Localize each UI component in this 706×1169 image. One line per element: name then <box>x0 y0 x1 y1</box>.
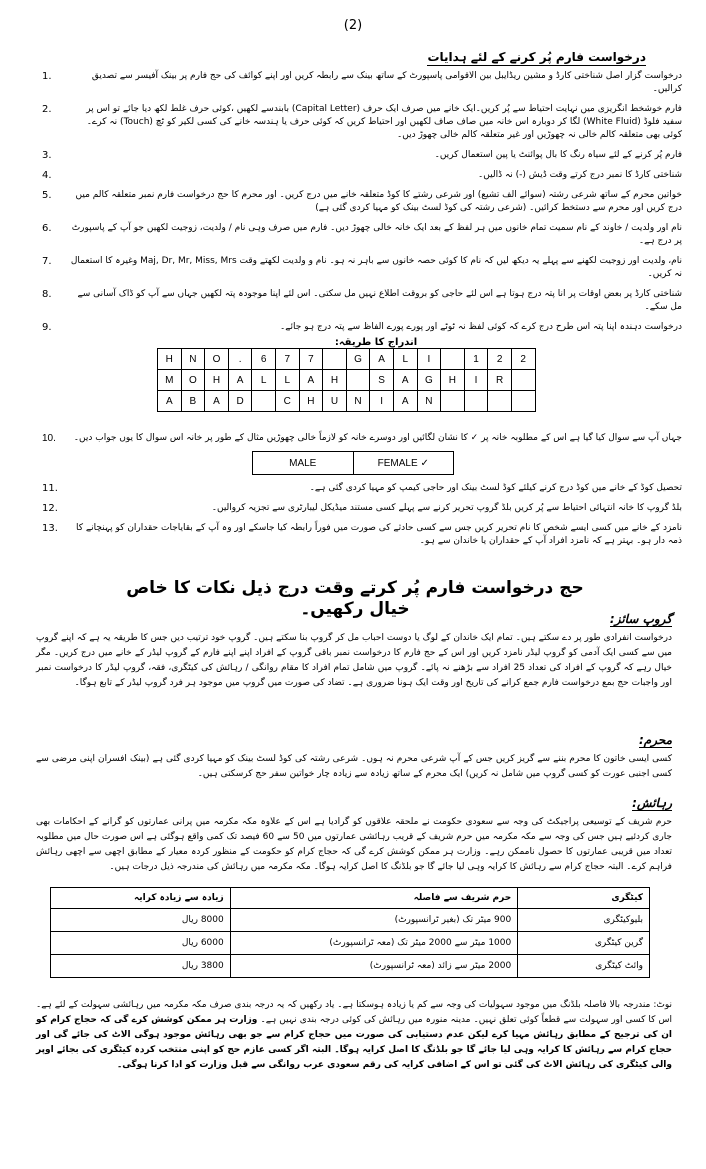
grid-cell: H <box>441 370 465 391</box>
instructions-heading-text: درخواست فارم پُر کرنے کے لئے ہدایات <box>427 50 646 64</box>
grid-cell: H <box>299 391 323 412</box>
instruction-item <box>42 321 682 349</box>
grid-row <box>158 391 536 412</box>
instruction-item <box>42 70 682 96</box>
instruction-item <box>42 149 682 162</box>
instruction-item <box>42 169 682 182</box>
item-text: درخواست دہندہ اپنا پتہ اس طرح درج کرے کہ کوئی لفظ نہ ٹوٹے اور پورے پورے الفاظ سے پتہ درج ہو جائے۔ <box>280 322 682 332</box>
grid-cell <box>346 370 370 391</box>
group-size-section <box>36 612 672 691</box>
item-text: درخواست گزار اصل شناختی کارڈ و مشین ریڈایبل بین الاقوامی پاسپورٹ کے ساتھ بینک سے رابطہ کریں اور اپنے کوائف کی حج فارم پر بینک آفیسر سے تصدیق کرالیں۔ <box>91 71 682 94</box>
grid-cell: O <box>181 370 205 391</box>
example-label: اندراج کا طریقہ: <box>334 337 418 348</box>
grid-cell: R <box>488 370 512 391</box>
cell-rent: 8000 ریال <box>51 909 231 932</box>
item-number: 6. <box>42 223 52 234</box>
grid-cell: 1 <box>464 349 488 370</box>
instruction-item <box>42 189 682 215</box>
grid-cell: A <box>370 349 394 370</box>
grid-cell: G <box>346 349 370 370</box>
grid-cell: 2 <box>488 349 512 370</box>
item-text: بلڈ گروپ کا خانہ انتہائی احتیاط سے پُر کریں بلڈ گروپ تحریر کرنے سے پہلے کسی مستند میڈیکل لیبارٹری سے تجزیہ کروالیں۔ <box>211 503 682 513</box>
grid-cell <box>511 391 535 412</box>
section-title-text: رہائش: <box>632 796 672 810</box>
item-number: 4. <box>42 170 52 181</box>
section-text: کسی ایسی خاتون کا محرم بننے سے گریز کریں جس کے آپ شرعی محرم نہ ہوں۔ شرعی رشتہ کی کوڈ لسٹ بینک کو مہیا کردی گئی ہے (بینک افسران اپنی مرضی سے کسی اجنبی عورت کو کسی گروپ میں شامل نہ کریں) ایک محرم کے ساتھ زیادہ سے زیادہ چار خواتین سفر حج کرسکتی ہیں۔ <box>36 754 672 779</box>
item-number: 11. <box>42 483 58 494</box>
item-number: 5. <box>42 190 52 201</box>
instructions-list <box>42 70 682 356</box>
grid-cell <box>441 391 465 412</box>
grid-cell: H <box>158 349 182 370</box>
category-table <box>50 887 650 978</box>
instruction-item <box>42 222 682 248</box>
section-text: درخواست انفرادی طور پر دے سکتے ہیں۔ تمام ایک خاندان کے لوگ یا دوست احباب مل کر گروپ بنا سکتے ہیں۔ گروپ خود ترتیب دیں جس کا طریقہ یہ ہے کہ اپنے گروپ میں سے کسی ایک آدمی کو گروپ لیڈر نامزد کریں اور اس کے حج فارم کا درخواست نمبر باقی گروپ کے افراد اپنے اپنے فارم کے گروپ لیڈر کے خانے میں درج کریں۔ مگر خیال رہے کہ گروپ کے افراد کی تعداد 25 افراد سے بڑھنے نہ پائے۔ گروپ میں شامل تمام افراد کا مقام روانگی / رہائش کی کیٹگری، فقہ، گروپ لیڈر کا درخواست نمبر اور واجبات حج بمع درخواست فارم جمع کرانے کی تاریخ اور وقت ایک ہونا ضروری ہے۔ تضاد کی صورت میں گروپ میں موجود ہر فرد گروپ لیڈر کے تابع ہوگا۔ <box>36 633 672 688</box>
header-distance: حرم شریف سے فاصلہ <box>230 888 518 909</box>
grid-row <box>158 370 536 391</box>
grid-cell <box>441 349 465 370</box>
item-number: 2. <box>42 104 52 115</box>
mahram-section <box>36 733 672 782</box>
item-text: فارم پُر کرنے کے لئے سیاہ رنگ کا بال پوائنٹ یا پین استعمال کریں۔ <box>434 150 682 160</box>
instruction-item <box>42 288 682 314</box>
grid-cell: C <box>275 391 299 412</box>
instruction-item-10 <box>42 432 682 445</box>
table-header-row <box>51 888 650 909</box>
item-text: شناختی کارڈ پر بعض اوقات پر انا پتہ درج ہوتا ہے اس لئے حاجی کو بروقت اطلاع نہیں مل سکتی۔ اس لئے اپنا موجودہ پتہ لکھیں جہاں سے آپ کو ڈاک آسانی سے مل سکے۔ <box>77 289 682 312</box>
grid-cell: 7 <box>299 349 323 370</box>
grid-cell: I <box>464 370 488 391</box>
item-text: جہاں آپ سے سوال کیا گیا ہے اس کے مطلوبہ خانہ پر ✓ کا نشان لگائیں اور دوسرے خانہ کو لازماً خالی چھوڑیں مثال کے طور پر خانہ اس سوال کا یوں جواب دیں۔ <box>73 433 682 443</box>
table-row <box>51 955 650 978</box>
grid-cell: D <box>228 391 252 412</box>
grid-cell: I <box>417 349 441 370</box>
item-text: فارم خوشخط انگریزی میں نہایت احتیاط سے پُر کریں۔ایک خانے میں صرف ایک حرف (Capital Letter) بابندسے لکھیں ،کوئی حرف غلط لکھ دیا جائے تو اس پر سفید فلوڈ (White Fluid) لگا کر دوبارہ اس خانہ میں صاف صاف لکھیں اور احتیاط کریں کہ کوئی حرف یا ہندسہ خانے کی کسی لکیر کو ٹچ (Touch) نہ کرے۔ کوئی بھی متعلقہ کالم خالی نہ چھوڑیں اور غیر متعلقہ کالم خالی چھوڑ دیں۔ <box>86 104 682 140</box>
grid-cell: H <box>205 370 229 391</box>
table-row <box>51 932 650 955</box>
instruction-item <box>42 522 682 548</box>
instruction-item <box>42 482 682 495</box>
grid-cell <box>488 391 512 412</box>
grid-cell: M <box>158 370 182 391</box>
item-text: نامزد کے خانے میں کسی ایسے شخص کا نام تحریر کریں جس سے کسی حادثے کی صورت میں فوراً رابطہ کیا جاسکے اور وہ آپ کے بقایاجات حقداران کو پہنچانے کا ذمہ دار ہو۔ بہتر ہے کہ نامزد افراد آپ کے حقداران یا خاندان سے ہو۔ <box>75 523 682 546</box>
grid-cell: A <box>393 370 417 391</box>
page-number: (2) <box>343 18 363 33</box>
grid-cell: S <box>370 370 394 391</box>
note-text: نوٹ: مندرجہ بالا فاصلہ بلڈنگ میں موجود سہولیات کی وجہ سے کم یا زیادہ ہوسکتا ہے۔ یاد رکھیں کہ یہ درجہ بندی صرف مکہ مکرمہ میں رہائشی سہولت کے لئے ہے۔ اس کا کسی اور سہولت سے قطعاً کوئی تعلق نہیں۔ مدینہ منورہ میں رہائش کی کوئی درجہ بندی نہیں ہے۔ <box>36 1000 672 1025</box>
grid-cell: A <box>205 391 229 412</box>
grid-cell: L <box>252 370 276 391</box>
header-category: کیٹگری <box>518 888 650 909</box>
grid-cell: O <box>205 349 229 370</box>
grid-cell: A <box>299 370 323 391</box>
grid-cell: N <box>181 349 205 370</box>
section-title <box>36 612 672 626</box>
grid-cell: 2 <box>511 349 535 370</box>
section-text: حرم شریف کے توسیعی پراجیکٹ کی وجہ سے سعودی حکومت نے ملحقہ علاقوں کو گرادیا ہے اس کے علاوہ مکہ مکرمہ میں پرانی عمارتوں کو گرانے کے احکامات بھی جاری کردئیے ہیں جس کی وجہ سے مکہ مکرمہ میں حرم شریف کے قریب رہائشی عمارتوں میں 50 سے 60 فیصد تک کمی واقع ہوگئی ہے اس صورت حال میں مطلوبہ تعداد میں قریبی عمارتوں کا حصول ناممکن رہے۔ وزارت ہر ممکن کوشش کرے گی کہ حجاج کرام کو حکومت کے منظور کردہ معیار کے مطابق اچھی سے اچھی رہائش فراہم کرے۔ البتہ حجاج کرام سے رہائش کا کرایہ وہی لیا جائے گا جو بلڈنگ کا اصل کرایہ ہوگا۔ مکہ مکرمہ میں رہائش کی مندرجہ ذیل درجات ہیں۔ <box>36 817 672 872</box>
grid-cell: G <box>417 370 441 391</box>
header-rent: زیادہ سے زیادہ کرایہ <box>51 888 231 909</box>
gender-male-box: MALE <box>289 457 317 469</box>
accommodation-section <box>36 796 672 875</box>
item-number: 1. <box>42 71 52 82</box>
grid-cell: A <box>158 391 182 412</box>
grid-cell: A <box>393 391 417 412</box>
cell-category: وائٹ کیٹگری <box>518 955 650 978</box>
grid-cell: H <box>323 370 347 391</box>
grid-cell: L <box>275 370 299 391</box>
grid-cell <box>511 370 535 391</box>
grid-cell: N <box>346 391 370 412</box>
item-text: شناختی کارڈ کا نمبر درج کرتے وقت ڈیش (-) نہ ڈالیں۔ <box>478 170 682 180</box>
grid-cell: U <box>323 391 347 412</box>
item-text: تحصیل کوڈ کے خانے میں کوڈ درج کرنے کیلئے کوڈ لسٹ بینک اور حاجی کیمپ کو مہیا کردی گئی ہے۔ <box>309 483 682 493</box>
cell-category: گرین کیٹگری <box>518 932 650 955</box>
instruction-item <box>42 103 682 142</box>
item-number: 7. <box>42 256 52 267</box>
item-number: 10. <box>42 433 56 444</box>
grid-cell: 7 <box>275 349 299 370</box>
instruction-item <box>42 255 682 281</box>
grid-cell <box>464 391 488 412</box>
instructions-list-continued <box>42 482 682 555</box>
accommodation-note <box>36 998 672 1073</box>
grid-cell: L <box>393 349 417 370</box>
item-number: 13. <box>42 523 58 534</box>
cell-rent: 3800 ریال <box>51 955 231 978</box>
instruction-item <box>42 502 682 515</box>
grid-cell: 6 <box>252 349 276 370</box>
section-title-text: گروپ سائز: <box>609 612 672 626</box>
cell-distance: 900 میٹر تک (بغیر ٹرانسپورٹ) <box>230 909 518 932</box>
gender-female-box: FEMALE ✓ <box>353 452 454 474</box>
section-title-text: محرم: <box>638 733 672 747</box>
item-text: نام، ولدیت اور زوجیت لکھنے سے پہلے یہ دیکھ لیں کہ نام کا کوئی حصہ خانوں سے باہر نہ ہو۔ نام و ولدیت لکھتے وقت Maj, Dr, Mr, Miss, Mrs وغیرہ کا استعمال نہ کریں۔ <box>70 256 682 279</box>
grid-cell <box>252 391 276 412</box>
grid-cell: I <box>370 391 394 412</box>
grid-cell: B <box>181 391 205 412</box>
address-example-grid <box>157 348 536 412</box>
note-bold-text: وزارت ہر ممکن کوشش کرے گی کہ حجاج کرام کو ان کی ترجیح کے مطابق رہائش مہیا کرے لیکن عدم دستیابی کی صورت میں حجاج کرام سے جو بھی رہائش موجود ہوگی الاٹ کی جائے گی اور حجاج کرام سے رہائش کا کرایہ وہی لیا جائے گا جو بلڈنگ کا اصل کرایہ ہوگا۔ البتہ اگر کسی عازم حج کو اپنی منتخب کردہ کیٹگری کی بجائے اوپر والی کیٹگری کی رہائش الاٹ کی گئی تو اس کے اضافی کرایہ کی رقم سعودی عرب روانگی سے قبل وزارت کو ادا کرنا ہوگی۔ <box>36 1015 672 1070</box>
item-number: 9. <box>42 322 52 333</box>
section-title <box>36 796 672 810</box>
item-number: 3. <box>42 150 52 161</box>
cell-category: بلیوکیٹگری <box>518 909 650 932</box>
item-text: نام اور ولدیت / خاوند کے نام سمیت تمام خانوں میں ہر لفظ کے بعد ایک خانہ خالی چھوڑ دیں۔ فارم میں صرف وہی نام / ولدیت، زوجیت لکھیں جو آپ کے پاسپورٹ پر درج ہے۔ <box>71 223 682 246</box>
cell-distance: 2000 میٹر سے زائد (معہ ٹرانسپورٹ) <box>230 955 518 978</box>
special-points-title: حج درخواست فارم پُر کرتے وقت درج ذیل نکات کا خاص خیال رکھیں۔ <box>126 578 584 619</box>
grid-row <box>158 349 536 370</box>
section-title <box>36 733 672 747</box>
gender-example <box>252 451 454 475</box>
grid-cell: A <box>228 370 252 391</box>
table-row <box>51 909 650 932</box>
item-number: 12. <box>42 503 58 514</box>
cell-distance: 1000 میٹر سے 2000 میٹر تک (معہ ٹرانسپورٹ) <box>230 932 518 955</box>
instructions-heading <box>46 50 646 64</box>
grid-cell: . <box>228 349 252 370</box>
cell-rent: 6000 ریال <box>51 932 231 955</box>
item-text: خواتین محرم کے ساتھ شرعی رشتہ (سوائے الف تشیع) اور شرعی رشتے کا کوڈ متعلقہ خانے میں درج کریں۔ اور محرم کا حج درخواست فارم نمبر متعلقہ کالم میں درج کریں اور محرم سے دستخط کرائیں۔ (شرعی رشتہ کی کوڈ لسٹ بینک کو مہیا کردی گئی ہے) <box>75 190 682 213</box>
grid-cell <box>323 349 347 370</box>
item-number: 8. <box>42 289 52 300</box>
grid-cell: N <box>417 391 441 412</box>
